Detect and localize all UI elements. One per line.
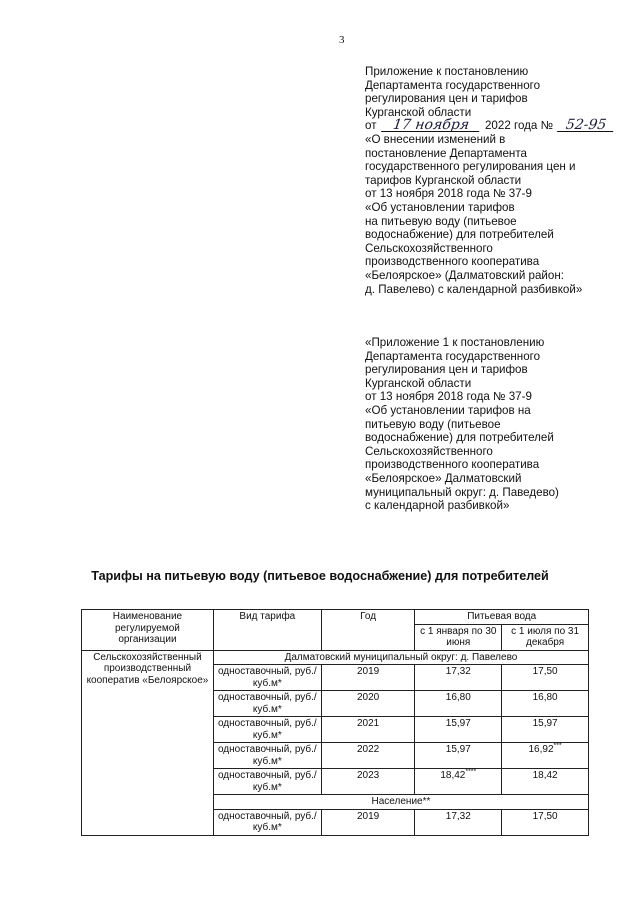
- appendix-1-line: с календарной разбивкой»: [365, 499, 510, 513]
- appendix-line: Курганской области: [365, 105, 472, 119]
- tariff-type-cell: одноставочный, руб./куб.м*: [213, 743, 321, 769]
- value: 15,97: [445, 718, 471, 729]
- subject-line: «Об установлении тарифов: [365, 200, 515, 214]
- section-row: [82, 650, 589, 665]
- period-2-cell: [502, 717, 589, 743]
- header-period-2: с 1 июля по 31 декабря: [502, 624, 589, 650]
- appendix-1-line: «Приложение 1 к постановлению: [365, 336, 545, 349]
- org-name: Сельскохозяйственный производственный кооператив «Белоярское»: [82, 650, 214, 835]
- value: 17,32: [445, 666, 471, 677]
- tariff-table: [81, 609, 589, 836]
- subject-line: от 13 ноября 2018 года № 37-9: [365, 187, 532, 201]
- section-label: Далматовский муниципальный округ: д. Павелево: [213, 650, 588, 665]
- period-2-cell: [502, 769, 589, 795]
- header-tariff-type: Вид тарифа: [213, 610, 321, 651]
- subject-line: на питьевую воду (питьевое: [365, 214, 517, 228]
- period-2-cell: [502, 691, 589, 717]
- appendix-1-line: Департамента государственного: [365, 349, 541, 363]
- period-1-cell: [415, 717, 502, 743]
- tariff-type-cell: одноставочный, руб./куб.м*: [213, 809, 321, 835]
- period-1-cell: [415, 769, 502, 795]
- value: 18,42: [440, 770, 466, 781]
- tariff-type-cell: одноставочный, руб./куб.м*: [213, 769, 321, 795]
- appendix-line: регулирования цен и тарифов: [365, 92, 528, 106]
- appendix-1-line: «Белоярское» Далматовский: [365, 471, 522, 485]
- subject-line: производственного кооператива: [365, 255, 540, 269]
- period-2-cell: [502, 743, 589, 769]
- subject-line: «Белоярское» (Далматовский район:: [365, 268, 564, 282]
- subject-line: постановление Департамента: [365, 146, 527, 160]
- value: 18,42: [532, 770, 558, 781]
- subject-line: Сельскохозяйственного: [365, 241, 493, 255]
- value: 16,80: [532, 692, 558, 703]
- year-cell: 2021: [321, 717, 415, 743]
- appendix-1-line: Курганской области: [365, 376, 472, 390]
- subject-line: тарифов Курганской области: [365, 173, 522, 187]
- period-1-cell: [415, 691, 502, 717]
- date-line: [365, 119, 625, 133]
- subject-line: водоснабжение) для потребителей: [365, 228, 554, 242]
- handwritten-number: 52-95: [557, 119, 615, 132]
- appendix-1-line: питьевую воду (питьевое: [365, 417, 501, 431]
- value: 15,97: [445, 744, 471, 755]
- footnote-mark: ***: [553, 742, 562, 750]
- year-cell: 2019: [321, 809, 415, 835]
- appendix-1-line: «Об установлении тарифов на: [365, 403, 531, 417]
- year-cell: 2022: [321, 743, 415, 769]
- appendix-1-line: производственного кооператива: [365, 458, 540, 472]
- appendix-1-header: [365, 336, 625, 513]
- header-org: Наименование регулируемой организации: [82, 610, 214, 651]
- value: 16,92: [528, 744, 554, 755]
- value: 15,97: [532, 718, 558, 729]
- value: 17,50: [532, 810, 558, 822]
- appendix-line: Департамента государственного: [365, 78, 541, 92]
- appendix-header: [365, 65, 625, 296]
- table-title: Тарифы на питьевую воду (питьевое водоснабжение) для потребителей: [91, 569, 549, 583]
- page-number: 3: [339, 34, 345, 46]
- header-period-1: с 1 января по 30 июня: [415, 624, 502, 650]
- year-cell: 2020: [321, 691, 415, 717]
- header-year: Год: [321, 610, 415, 651]
- subject-line: «О внесении изменений в: [365, 132, 506, 146]
- period-1-cell: [415, 665, 502, 691]
- year-cell: 2019: [321, 665, 415, 691]
- appendix-1-line: Сельскохозяйственного: [365, 444, 493, 458]
- value: 16,80: [445, 692, 471, 703]
- handwritten-date: 17 ноября: [381, 119, 481, 132]
- appendix-1-line: регулирования цен и тарифов: [365, 363, 528, 377]
- year-text: 2022 года №: [484, 119, 554, 133]
- subject-line: государственного регулирования цен и: [365, 160, 576, 174]
- appendix-1-line: муниципальный округ: д. Паведево): [365, 485, 559, 499]
- appendix-1-line: от 13 ноября 2018 года № 37-9: [365, 390, 532, 404]
- header-row: [82, 610, 589, 625]
- subject-line: д. Павелево) с календарной разбивкой»: [365, 282, 583, 296]
- date-prefix: от: [365, 119, 377, 133]
- tariff-type-cell: одноставочный, руб./куб.м*: [213, 717, 321, 743]
- period-2-cell: [502, 809, 589, 835]
- footnote-mark: ****: [465, 768, 477, 776]
- period-1-cell: [415, 809, 502, 835]
- appendix-1-line: водоснабжение) для потребителей: [365, 431, 554, 445]
- section-label: Население**: [213, 795, 588, 810]
- period-1-cell: [415, 743, 502, 769]
- value: 17,50: [532, 666, 558, 677]
- period-2-cell: [502, 665, 589, 691]
- value: 17,32: [445, 810, 471, 822]
- header-water: Питьевая вода: [415, 610, 589, 625]
- tariff-type-cell: одноставочный, руб./куб.м*: [213, 691, 321, 717]
- tariff-type-cell: одноставочный, руб./куб.м*: [213, 665, 321, 691]
- appendix-line: Приложение к постановлению: [365, 65, 529, 78]
- year-cell: 2023: [321, 769, 415, 795]
